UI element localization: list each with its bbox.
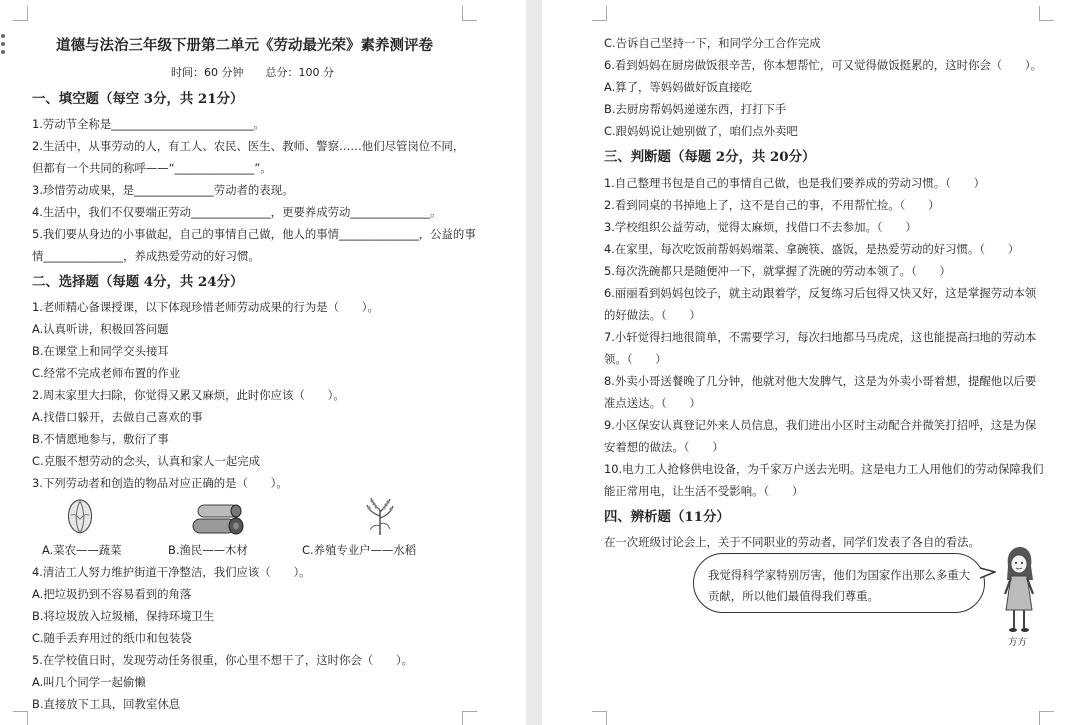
option-line: B.渔民——木材 [168,543,248,557]
speech-bubble-text [708,565,970,607]
question-line: 但都有一个共同的称呼——“______________”。 [32,161,272,175]
question-line: 9.小区保安认真登记外来人员信息，我们进出小区时主动配合并微笑打招呼，这是为保 [604,418,1037,432]
drag-handle-icon[interactable] [1,34,5,58]
crop-mark [13,711,28,725]
option-line: A.叫几个同学一起偷懒 [32,675,146,689]
question-line: 8.外卖小哥送餐晚了几分钟，他就对他大发脾气，这是为外卖小哥着想，提醒他以后要 [604,374,1037,388]
question-line: 情______________，养成热爱劳动的好习惯。 [32,249,260,263]
crop-mark [13,6,28,21]
crop-mark [1039,6,1054,21]
option-line: A.认真听讲，积极回答问题 [32,322,169,336]
option-line: A.找借口躲开，去做自己喜欢的事 [32,410,203,424]
option-line: C.克服不想劳动的念头，认真和家人一起完成 [32,454,260,468]
option-line: B.在课堂上和同学交头接耳 [32,344,169,358]
wood-logs-icon [190,503,246,537]
question-line: 4.在家里，每次吃饭前帮妈妈端菜、拿碗筷、盛饭，是热爱劳动的好习惯。（ ） [604,242,1020,256]
option-line: B.去厨房帮妈妈递递东西，打打下手 [604,102,787,116]
question-line: 5.每次洗碗都只是随便冲一下，就掌握了洗碗的劳动本领了。（ ） [604,264,951,278]
option-line: C.告诉自己坚持一下，和同学分工合作完成 [604,36,821,50]
option-line: C.跟妈妈说让她别做了，咱们点外卖吧 [604,124,798,138]
option-line: A.菜农——蔬菜 [42,543,122,557]
question-line: 1.自己整理书包是自己的事情自己做，也是我们要养成的劳动习惯。（ ） [604,176,986,190]
speech-bubble-tail [980,566,996,580]
option-line: B.将垃圾放入垃圾桶，保持环境卫生 [32,609,215,623]
section-heading: 一、填空题（每空 3分，共 21分） [32,91,244,107]
bubble-line: 贡献，所以他们最值得我们尊重。 [708,589,879,603]
rice-stalk-icon [362,496,398,536]
option-line: C.经常不完成老师布置的作业 [32,366,181,380]
question-line: 能正常用电，让生活不受影响。（ ） [604,484,804,498]
question-line: 6.丽丽看到妈妈包饺子，就主动跟着学，反复练习后包得又快又好，这是掌握劳动本领 [604,286,1037,300]
question-line: 在一次班级讨论会上，关于不同职业的劳动者，同学们发表了各自的看法。 [604,535,980,549]
section-heading: 四、辨析题（11分） [604,509,730,525]
question-line: 3.珍惜劳动成果，是______________劳动者的表现。 [32,183,294,197]
girl-illustration [1000,546,1038,636]
option-line: B.不情愿地参与，敷衍了事 [32,432,169,446]
crop-mark [1039,711,1054,725]
crop-mark [592,6,607,21]
page-title: 道德与法治三年级下册第二单元《劳动最光荣》素养测评卷 [56,37,433,54]
question-line: 3.下列劳动者和创造的物品对应正确的是（ ）。 [32,476,288,490]
left-page [0,0,526,725]
crop-mark [592,711,607,725]
question-line: 5.我们要从身边的小事做起，自己的事情自己做，他人的事情______________，公益的事 [32,227,476,241]
question-line: 1.劳动节全称是_________________________。 [32,117,265,131]
right-page [542,0,1080,725]
section-heading: 三、判断题（每题 2分，共 20分） [604,149,816,165]
question-line: 安着想的做法。（ ） [604,440,724,454]
question-line: 1.老师精心备课授课，以下体现珍惜老师劳动成果的行为是（ ）。 [32,300,379,314]
question-line: 4.生活中，我们不仅要端正劳动______________，更要养成劳动______________。 [32,205,442,219]
question-line: 2.周末家里大扫除，你觉得又累又麻烦，此时你应该（ ）。 [32,388,345,402]
question-line: 领。（ ） [604,352,667,366]
option-line: A.算了，等妈妈做好饭直接吃 [604,80,752,94]
bubble-line: 我觉得科学家特别厉害，他们为国家作出那么多重大 [708,568,970,582]
question-line: 4.清洁工人努力维护街道干净整洁，我们应该（ ）。 [32,565,311,579]
question-line: 2.生活中，从事劳动的人，有工人、农民、医生、教师、警察……他们尽管岗位不同， [32,139,465,153]
cabbage-icon [63,497,97,535]
option-line: C.养殖专业户——水稻 [302,543,417,557]
question-line: 2.看到同桌的书掉地上了，这不是自己的事，不用帮忙捡。（ ） [604,198,940,212]
speaker-name: 方方 [1008,637,1028,648]
crop-mark [462,711,477,725]
option-line: A.把垃圾扔到不容易看到的角落 [32,587,192,601]
option-line: B.直接放下工具，回教室休息 [32,697,181,711]
question-line: 准点送达。（ ） [604,396,701,410]
option-line: C.随手丢弃用过的纸巾和包装袋 [32,631,192,645]
question-line: 3.学校组织公益劳动，觉得太麻烦，找借口不去参加。（ ） [604,220,917,234]
exam-info: 时间：60 分钟 总分：100 分 [171,66,334,79]
crop-mark [462,6,477,21]
section-heading: 二、选择题（每题 4分，共 24分） [32,274,244,290]
question-line: 的好做法。（ ） [604,308,701,322]
question-line: 7.小轩觉得扫地很简单，不需要学习，每次扫地都马马虎虎，这也能提高扫地的劳动本 [604,330,1037,344]
question-line: 5.在学校值日时，发现劳动任务很重，你心里不想干了，这时你会（ ）。 [32,653,414,667]
question-line: 6.看到妈妈在厨房做饭很辛苦，你本想帮忙，可又觉得做饭挺累的，这时你会（ ）。 [604,58,1043,72]
question-line: 10.电力工人抢修供电设备，为千家万户送去光明。这是电力工人用他们的劳动保障我们 [604,462,1044,476]
